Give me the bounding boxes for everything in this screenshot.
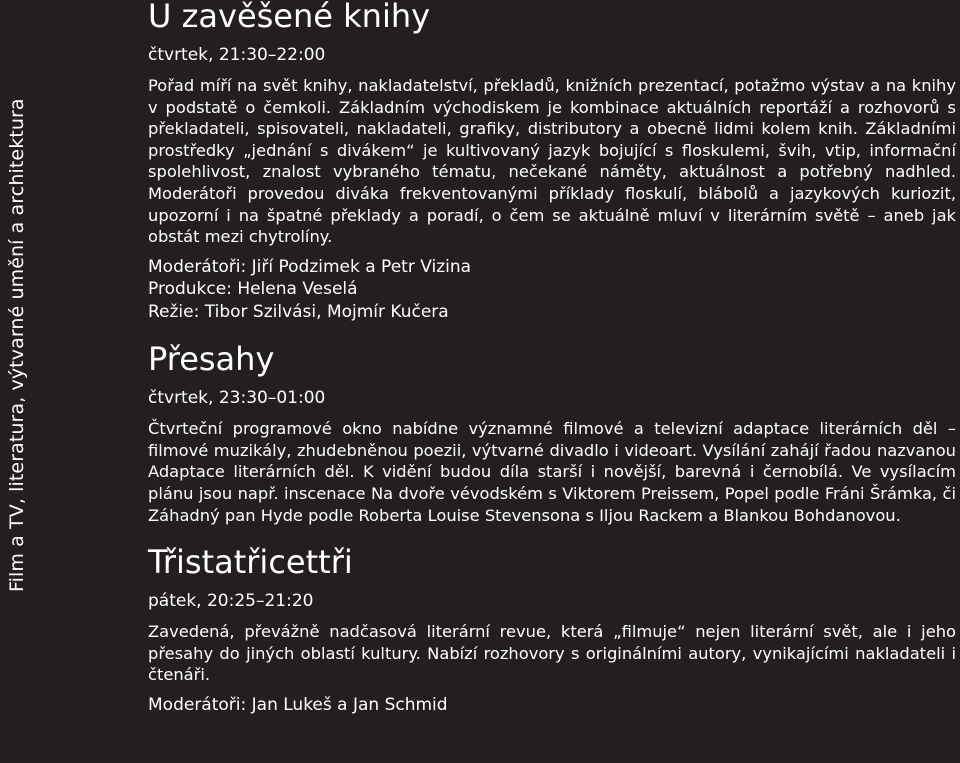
program-time: čtvrtek, 23:30–01:00	[148, 388, 326, 409]
program-u-zavesene-knihy	[148, 0, 956, 323]
program-time: pátek, 20:25–21:20	[148, 591, 314, 612]
credit-director: Režie: Tibor Szilvási, Mojmír Kučera	[148, 301, 449, 322]
program-credits	[148, 694, 956, 717]
program-time: čtvrtek, 21:30–22:00	[148, 45, 326, 65]
program-description: Zavedená, převážně nadčasová literární revue, která „filmuje“ nejen literární svět, ale i jeho přesahy do jiných oblastí kultury. Nabízí rozhovory s originálními autory, vynikajícími nakladateli i čtenáři.	[148, 622, 956, 685]
program-description: Čtvrteční programové okno nabídne významné filmové a televizní adaptace literárních děl – filmové muzikály, zhudebněnou poezii, výtvarné divadlo i videoart. Vysílání zahájí řadou nazvanou Adaptace literárních děl. K vidění budou díla starší i novější, barevná i černobílá. Ve vysílacím plánu jsou např. inscenace Na dvoře vévodském s Viktorem Preissem, Popel podle Fráni Šrámka, či Záhadný pan Hyde podle Roberta Louise Stevensona s Iljou Rackem a Blankou Bohdanovou.	[148, 419, 956, 525]
program-tristatricettri	[148, 544, 956, 716]
program-title: U zavěšené knihy	[148, 0, 431, 35]
program-title: Třistatřicettři	[148, 543, 353, 582]
program-description: Pořad míří na svět knihy, nakladatelství, překladů, knižních prezentací, potažmo výstav a na knihy v podstatě o čemkoli. Základním východiskem je kombinace aktuálních reportáží a rozhovorů s překladateli, spisovateli, nakladateli, grafiky, distributory a obecně lidmi kolem knih. Základními prostředky „jednání s divákem“ je kultivovaný jazyk bojující s floskulemi, švih, vtip, informační spolehlivost, znalost vybraného tématu, nečekané náměty, aktuálnost a potřebný nadhled. Moderátoři provedou diváka frekventovanými příklady floskulí, blábolů a jazykových kuriozit, upozorní i na špatné překlady a poradí, o čem se aktuálně mluví v literárním světě – aneb jak obstát mezi chytrolíny.	[148, 76, 956, 247]
program-credits	[148, 256, 956, 324]
program-title: Přesahy	[148, 340, 275, 379]
credit-production: Produkce: Helena Veselá	[148, 279, 358, 300]
credit-moderators: Moderátoři: Jiří Podzimek a Petr Vizina	[148, 256, 472, 277]
vertical-category-label	[0, 0, 34, 600]
program-presahy	[148, 341, 956, 526]
program-listing	[148, 0, 956, 717]
category-text: Film a TV, literatura, výtvarné umění a architektura	[6, 98, 28, 592]
credit-moderators: Moderátoři: Jan Lukeš a Jan Schmid	[148, 695, 448, 715]
